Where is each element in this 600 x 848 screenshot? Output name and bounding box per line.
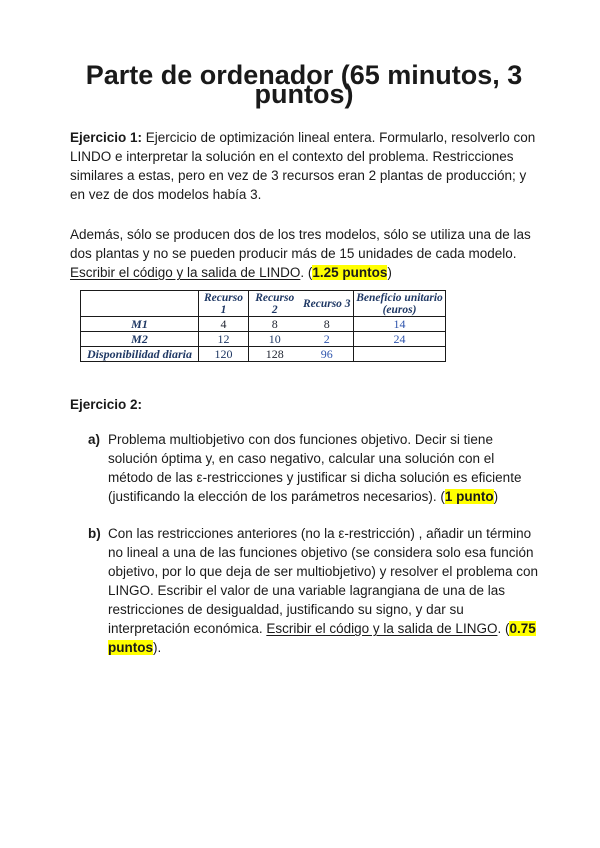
table-cell: 12 [199,332,249,347]
exercise1-details-separator: . ( [300,265,313,280]
item-a-close: ) [493,489,499,504]
exercise1-heading: Ejercicio 1: [70,130,143,145]
table-cell: 2 [301,332,354,347]
table-cell: 4 [199,317,249,332]
row-label-disponibilidad: Disponibilidad diaria [81,347,199,362]
table-row-disponibilidad [81,347,446,362]
item-b-text: Con las restricciones anteriores (no la ε-restricción) , añadir un término no lineal a una de las funciones objetivo (se considera solo esa función objetivo, por lo que deja de ser multiobjetivo) y resolver el problema con LINGO. Escribir el valor de una variable lagrangiana de una de las restricciones de desigualdad, justificando su signo, y dar su interpretación económica. [108,526,538,636]
table-header-row [81,291,446,317]
table-cell: 96 [301,347,354,362]
exercise1-intro-text: Ejercicio de optimización lineal entera. Formularlo, resolverlo con LINDO e interpretar la solución en el contexto del problema. Restricciones similares a estas, pero en vez de 3 recursos eran 2 plantas de producción; y en vez de dos modelos había 3. [70,130,536,202]
exercise1-details-close: ) [387,265,392,280]
item-b-points-highlight: 0.75 puntos [108,621,536,655]
exercise2-item-b [88,524,538,657]
table-header-recurso-1: Recurso 1 [199,291,249,317]
item-b-marker: b) [88,526,101,541]
table-header-recurso-3: Recurso 3 [301,291,354,317]
table-cell: 14 [354,317,446,332]
table-cell: 24 [354,332,446,347]
exercise1-lindo-underlined-instruction: Escribir el código y la salida de LINDO [70,265,301,280]
item-a-text: Problema multiobjetivo con dos funciones objetivo. Decir si tiene solución óptima y, en caso negativo, calcular una solución con el método de las ε-restricciones y justificar si dicha solución es eficiente (justificando la elección de los parámetros necesarios). ( [108,432,522,504]
document-title: Parte de ordenador (65 minutos, 3 puntos) [85,60,523,109]
table-row-m2 [81,332,446,347]
table-header-recurso-2: Recurso 2 [249,291,301,317]
table-cell: 120 [199,347,249,362]
item-b-body [108,524,538,657]
table-cell: 128 [249,347,301,362]
item-b-separator: . ( [497,621,510,636]
exercise1-details-text: Además, sólo se producen dos de los tres modelos, sólo se utiliza una de las dos plantas y no se pueden producir más de 15 unidades de cada modelo. [70,227,531,261]
table-row-m1 [81,317,446,332]
item-a-body [108,430,538,506]
item-b-close: ). [153,640,162,655]
resources-table [80,290,446,362]
exercise2-heading: Ejercicio 2: [70,397,143,412]
exercise1-points-highlight: 1.25 puntos [312,265,388,280]
item-a-marker: a) [88,432,101,447]
table-cell [354,347,446,362]
exercise2-item-a [88,430,538,506]
exercise1-details-paragraph [70,225,538,282]
row-label-m2: M2 [81,332,199,347]
table-cell: 10 [249,332,301,347]
item-a-points-highlight: 1 punto [444,489,494,504]
item-b-lingo-underlined-instruction: Escribir el código y la salida de LINGO [266,621,498,636]
exercise1-intro-paragraph [70,128,538,204]
table-cell: 8 [301,317,354,332]
table-cell: 8 [249,317,301,332]
row-label-m1: M1 [81,317,199,332]
table-corner-cell [81,291,199,317]
table-header-beneficio: Beneficio unitario (euros) [354,291,446,317]
